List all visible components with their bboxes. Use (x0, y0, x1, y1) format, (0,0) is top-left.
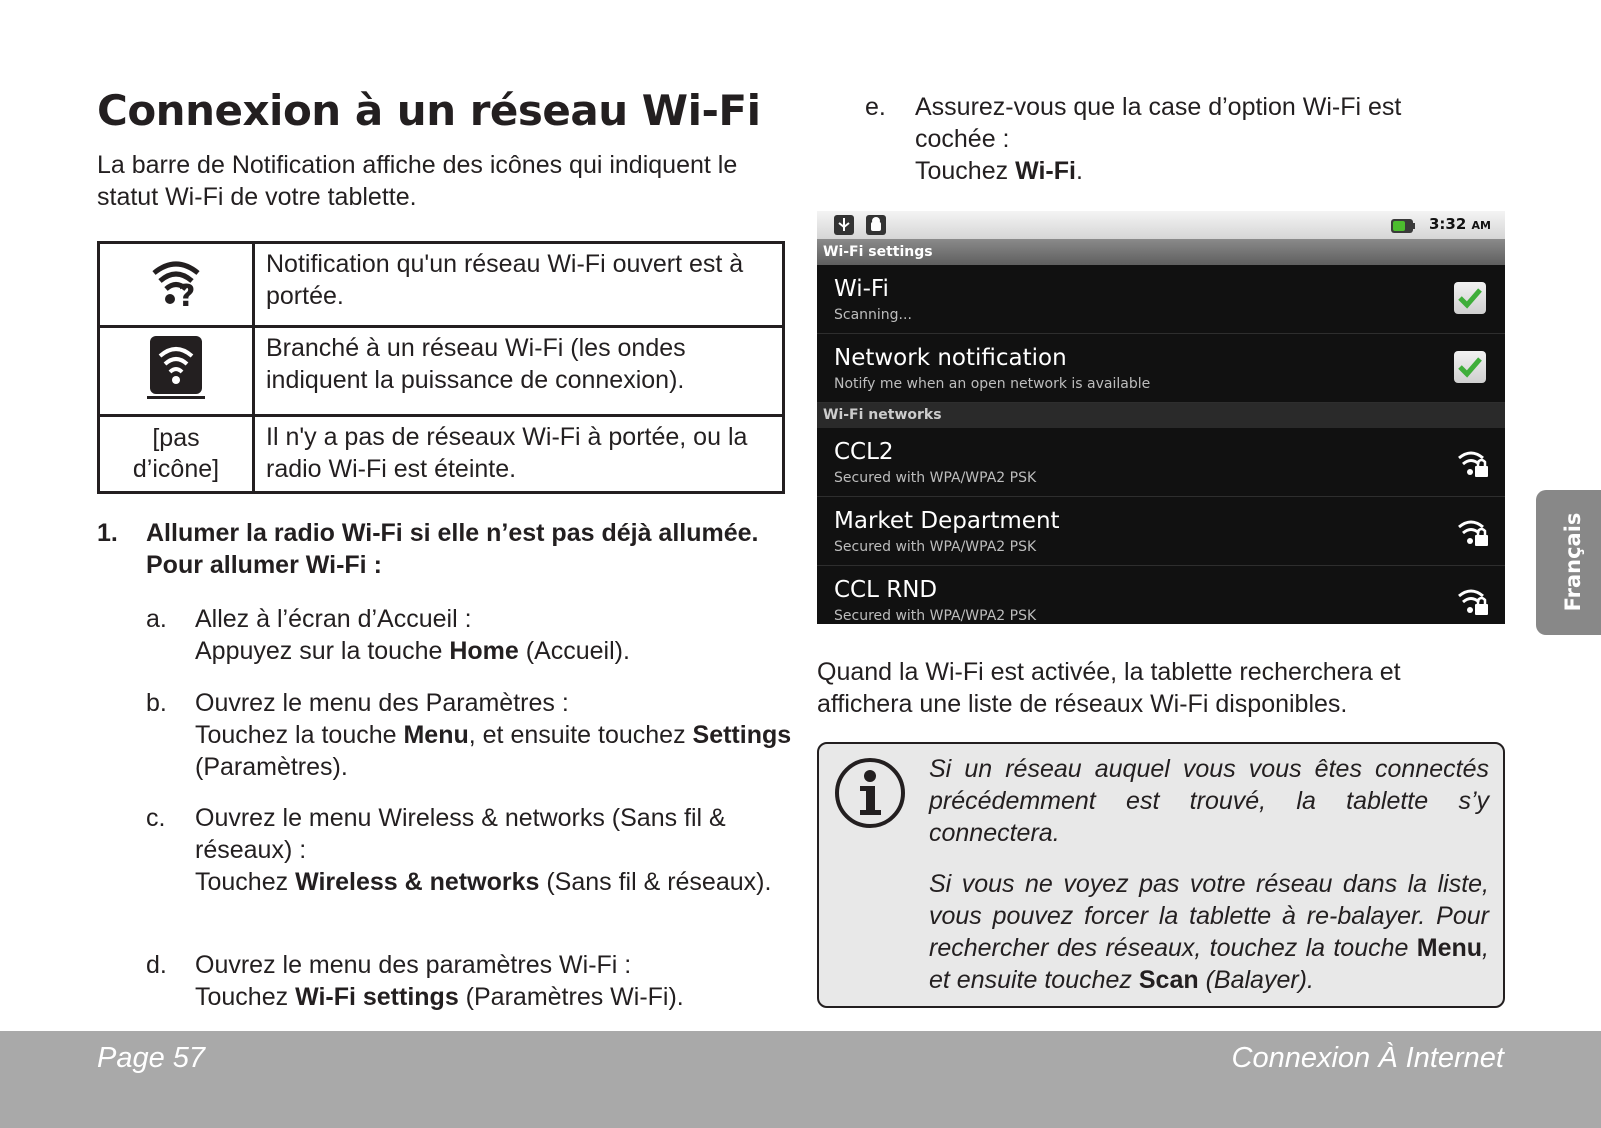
android-debug-icon (866, 215, 886, 239)
substep-letter: e. (865, 93, 886, 121)
substep-text: Touchez la touche (195, 721, 404, 749)
info-note-box (817, 742, 1505, 1008)
network-security: Secured with WPA/WPA2 PSK (834, 470, 1037, 486)
svg-text:?: ? (178, 278, 196, 307)
wifi-status-table (97, 241, 785, 494)
wifi-checkbox[interactable] (1454, 282, 1486, 314)
note-bold: Menu (1416, 934, 1483, 962)
substep-body (195, 603, 795, 667)
substep-line: Allez à l’écran d’Accueil : (195, 605, 472, 633)
clock-time: 3:32 (1428, 215, 1467, 233)
network-security: Secured with WPA/WPA2 PSK (834, 608, 1037, 624)
info-icon (833, 756, 907, 835)
row-subtitle: Notify me when an open network is available (834, 376, 1151, 392)
note-text (929, 753, 1489, 1015)
substep-bold: Settings (692, 721, 792, 749)
row-subtitle: Scanning... (834, 307, 912, 323)
substep-bold: Home (449, 637, 519, 665)
network-name: Market Department (834, 508, 1060, 534)
note-text-span: (Balayer). (1198, 966, 1314, 994)
substep-bold: Menu (403, 721, 469, 749)
substep-line: Assurez-vous que la case d’option Wi-Fi est cochée : (915, 93, 1402, 153)
substep-text: (Sans fil & réseaux). (539, 868, 772, 896)
substep-text: Touchez (195, 868, 296, 896)
step-number: 1. (97, 519, 118, 547)
substep-bold: Wireless & networks (295, 868, 540, 896)
table-row (99, 416, 784, 493)
page-title: Connexion à un réseau Wi-Fi (97, 86, 761, 135)
table-icon-cell (99, 327, 254, 416)
substep-bold: Wi-Fi settings (295, 983, 459, 1011)
substep-text: Touchez (195, 983, 296, 1011)
wifi-lock-icon (1457, 586, 1489, 620)
network-row[interactable] (817, 566, 1505, 624)
page-number: Page 57 (97, 1042, 206, 1074)
substep-bold: Wi-Fi (1015, 157, 1076, 185)
wifi-connected-icon (147, 378, 205, 406)
section-name: Connexion À Internet (1231, 1042, 1504, 1074)
note-bold: Scan (1138, 966, 1199, 994)
section-header: Wi-Fi settings (817, 239, 1505, 265)
substep-text: , et ensuite touchez (468, 721, 693, 749)
substep-letter: b. (146, 689, 167, 717)
substep-body (915, 91, 1475, 187)
note-paragraph (929, 868, 1489, 996)
substep-body (195, 687, 795, 783)
substep-line: Ouvrez le menu des paramètres Wi-Fi : (195, 951, 632, 979)
table-row (99, 327, 784, 416)
wifi-lock-icon (1457, 448, 1489, 482)
results-paragraph: Quand la Wi-Fi est activée, la tablette recherchera et affichera une liste de réseaux Wi-Fi disponibles. (817, 658, 1401, 718)
row-title: Network notification (834, 345, 1067, 371)
wifi-lock-icon (1457, 517, 1489, 551)
substep-letter: d. (146, 951, 167, 979)
substep-letter: a. (146, 605, 167, 633)
section-header: Wi-Fi networks (817, 403, 1505, 428)
wifi-settings-screenshot (817, 211, 1505, 624)
wifi-toggle-row[interactable] (817, 265, 1505, 334)
substep-body (195, 802, 775, 898)
substep-text: Appuyez sur la touche (195, 637, 450, 665)
step-text: Allumer la radio Wi-Fi si elle n’est pas déjà allumée. Pour allumer Wi-Fi : (146, 519, 759, 579)
table-icon-cell (99, 243, 254, 327)
language-tab (1536, 490, 1601, 635)
substep-text: (Paramètres). (195, 753, 348, 781)
network-notification-row[interactable] (817, 334, 1505, 403)
intro-text: La barre de Notification affiche des icônes qui indiquent le statut Wi-Fi de votre tablette. (97, 151, 738, 211)
network-name: CCL RND (834, 577, 938, 603)
battery-icon (1391, 218, 1415, 237)
substep-text: (Accueil). (518, 637, 630, 665)
table-description: Il n'y a pas de réseaux Wi-Fi à portée, ou la radio Wi-Fi est éteinte. (254, 416, 784, 493)
note-text-span: , et ensuite touchez (929, 934, 1489, 994)
page-footer (0, 1031, 1601, 1128)
network-security: Secured with WPA/WPA2 PSK (834, 539, 1037, 555)
row-title: Wi-Fi (834, 276, 889, 302)
status-bar (817, 211, 1505, 239)
clock (1429, 215, 1491, 233)
table-description: Branché à un réseau Wi-Fi (les ondes indiquent la puissance de connexion). (254, 327, 784, 416)
language-tab-label: Français (1561, 512, 1585, 612)
notification-checkbox[interactable] (1454, 351, 1486, 383)
table-icon-cell: [pas d’icône] (99, 416, 254, 493)
network-row[interactable] (817, 428, 1505, 497)
network-name: CCL2 (834, 439, 894, 465)
substep-text: (Paramètres Wi-Fi). (458, 983, 684, 1011)
wifi-open-network-icon (148, 278, 204, 313)
table-row (99, 243, 784, 327)
substep-line: Ouvrez le menu Wireless & networks (Sans fil & réseaux) : (195, 804, 726, 864)
substep-body (195, 949, 795, 1013)
table-description: Notification qu'un réseau Wi-Fi ouvert est à portée. (254, 243, 784, 327)
clock-ampm: AM (1471, 219, 1491, 232)
network-row[interactable] (817, 497, 1505, 566)
substep-text: Touchez (915, 157, 1016, 185)
substep-letter: c. (146, 804, 166, 832)
note-text-span: Si vous ne voyez pas votre réseau dans la liste, vous pouvez forcer la tablette à re-balayer. Pour rechercher des réseaux, touchez la touche (929, 870, 1489, 962)
note-paragraph: Si un réseau auquel vous vous êtes connectés précédemment est trouvé, la tablette s’y connectera. (929, 755, 1489, 847)
usb-icon (834, 215, 854, 239)
substep-line: Ouvrez le menu des Paramètres : (195, 689, 569, 717)
substep-text: . (1075, 157, 1083, 185)
